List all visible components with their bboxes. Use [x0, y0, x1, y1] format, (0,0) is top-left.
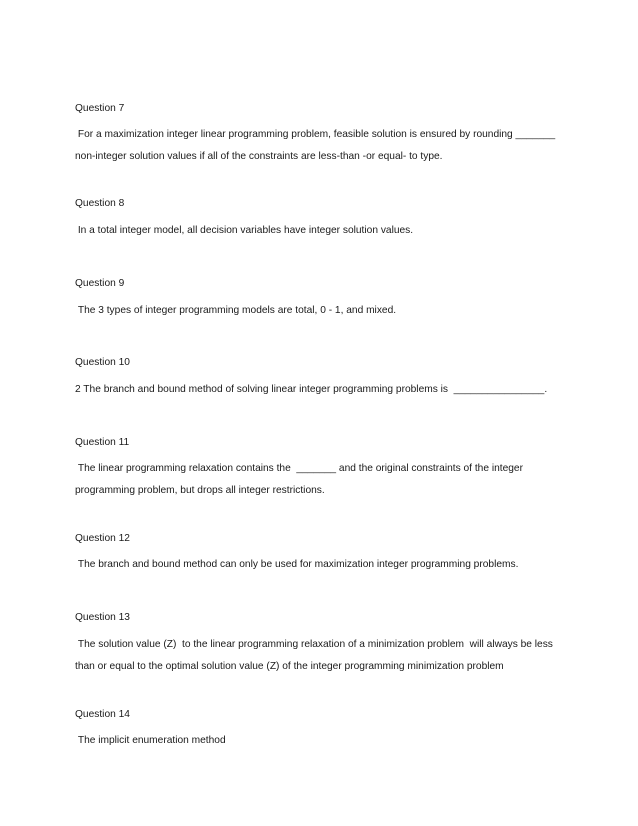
question-13-text: The solution value (Z) to the linear programming relaxation of a minimization problem will always be less than or equal to the optimal solution value (Z) of the integer programming minimization problem: [75, 639, 556, 672]
question-8-title: Question 8: [75, 198, 125, 209]
question-7-text: For a maximization integer linear programming problem, feasible solution is ensured by rounding _______ non-integer solution values if all of the constraints are less-than -or equal- to type.: [75, 129, 561, 162]
question-9-text: The 3 types of integer programming models are total, 0 - 1, and mixed.: [75, 305, 397, 316]
question-14-text: The implicit enumeration method: [75, 735, 226, 746]
question-10-title: Question 10: [75, 357, 130, 368]
question-7-title: Question 7: [75, 103, 125, 114]
question-8-text: In a total integer model, all decision variables have integer solution values.: [75, 225, 414, 236]
question-13-title: Question 13: [75, 612, 130, 623]
question-10-text: 2 The branch and bound method of solving linear integer programming problems is ________________.: [75, 384, 548, 395]
question-11-text: The linear programming relaxation contains the _______ and the original constraints of the integer programming problem, but drops all integer restrictions.: [75, 463, 526, 496]
question-9-title: Question 9: [75, 278, 125, 289]
question-11-title: Question 11: [75, 437, 130, 448]
question-12-title: Question 12: [75, 533, 130, 544]
question-12-text: The branch and bound method can only be used for maximization integer programming problems.: [75, 559, 519, 570]
question-14-title: Question 14: [75, 709, 130, 720]
